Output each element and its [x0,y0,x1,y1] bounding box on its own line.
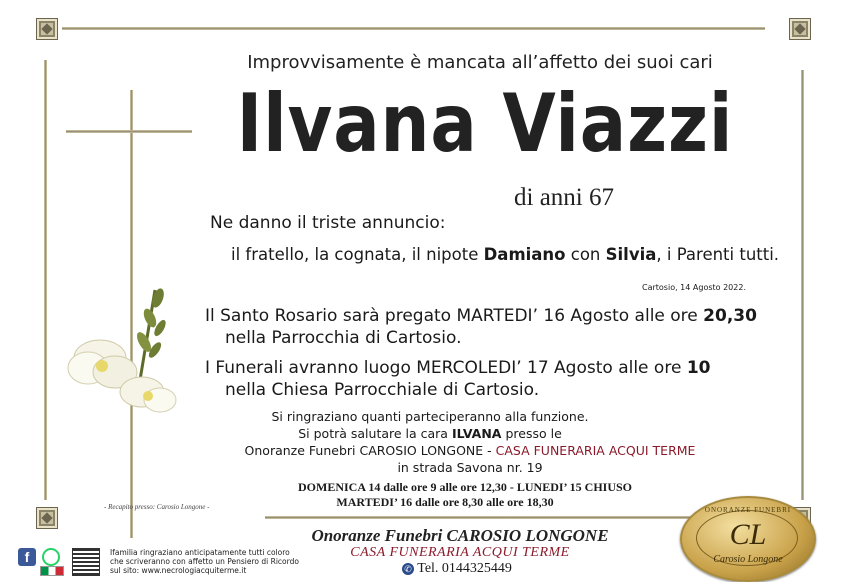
visit-hours-1: DOMENICA 14 dalle ore 9 alle ore 12,30 - LUNEDI’ 15 CHIUSO [298,480,632,494]
facebook-icon[interactable]: f [18,548,36,566]
frame-right-line [801,70,804,500]
footer-phone-row [402,561,512,577]
rosary-block [205,305,757,349]
family-text-2: con [565,245,606,264]
thanks-line: Si ringraziano quanti parteciperanno alla funzione. [271,409,589,424]
logo-script: Carosio Longone [713,554,783,565]
age-line: di anni 67 [514,184,614,211]
footer-note-1: Ifamilia ringraziano anticipatamente tutti coloro [110,548,290,557]
frame-left-line [44,60,47,500]
footer-subtitle: CASA FUNERARIA ACQUI TERME [350,545,570,560]
footer-note [110,548,299,575]
frame-corner-top-left [36,18,58,40]
intro-line: Improvvisamente è mancata all’affetto dei suoi cari [247,52,713,73]
deceased-name: Ilvana Viazzi [236,77,734,170]
place-date: Cartosio, 14 Agosto 2022. [642,283,746,292]
family-name-silvia: Silvia [605,245,657,264]
rosary-place: nella Parrocchia di Cartosio. [225,328,462,348]
rosary-text: Il Santo Rosario sarà pregato MARTEDI’ 16 Agosto alle ore [205,306,704,326]
visit-line-1 [230,426,630,441]
visit-company: Onoranze Funebri CAROSIO LONGONE - [244,443,496,458]
visit-text-2: presso le [501,426,562,441]
company-logo [680,496,816,582]
frame-top-line [62,27,765,30]
small-credit: - Recapito presso: Carosio Longone - [104,503,210,511]
funeral-place: nella Chiesa Parrocchiale di Cartosio. [225,380,540,400]
family-text-1: il fratello, la cognata, il nipote [231,245,484,264]
phone-icon: ✆ [402,563,414,575]
family-line [231,245,779,264]
frame-corner-bottom-left [36,507,58,529]
footer-note-2: che scriveranno con affetto un Pensiero di Ricordo [110,557,299,566]
family-text-3: , i Parenti tutti. [656,245,780,264]
funeral-time: 10 [686,358,711,378]
visit-name: ILVANA [451,426,502,441]
whatsapp-icon[interactable] [42,548,60,566]
qr-code-icon[interactable] [72,548,100,576]
announcement-lead: Ne danno il triste annuncio: [210,213,446,233]
visit-hours-2: MARTEDI’ 16 dalle ore 8,30 alle ore 18,30 [336,495,554,509]
footer-note-3: sul sito: www.necrologiacquiterme.it [110,566,247,575]
visit-text-1: Si potrà salutare la cara [298,426,452,441]
footer-phone: Tel. 0144325449 [417,561,512,576]
visit-funeral-home: CASA FUNERARIA ACQUI TERME [495,443,696,458]
flower-icon [60,280,200,430]
family-name-damiano: Damiano [483,245,566,264]
logo-monogram: CL [729,518,767,551]
footer-company: Onoranze Funebri CAROSIO LONGONE [311,526,609,545]
funeral-block [205,357,710,401]
rosary-time: 20,30 [703,306,757,326]
frame-corner-top-right [789,18,811,40]
funeral-text: I Funerali avranno luogo MERCOLEDI’ 17 Agosto alle ore [205,358,687,378]
visit-line-2 [200,443,740,458]
logo-top-text: ONORANZE FUNEBRI [704,506,792,514]
visit-address: in strada Savona nr. 19 [397,460,543,475]
flag-icon [40,566,64,576]
